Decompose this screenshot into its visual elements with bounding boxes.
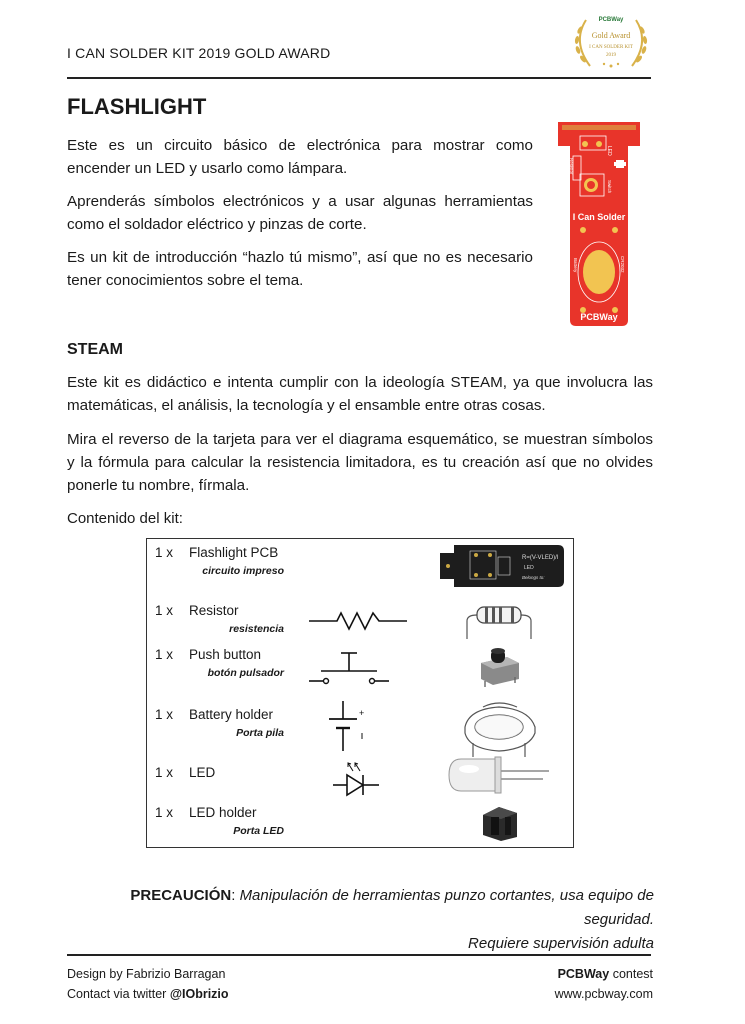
kit-contents-label: Contenido del kit:: [67, 510, 183, 527]
footer-url[interactable]: www.pcbway.com: [554, 987, 653, 1001]
kit-item-name: Resistor: [189, 603, 239, 618]
pcb-belongs: Belongs to:: [522, 575, 545, 580]
pcb-brand: PCBWay: [580, 312, 618, 322]
kit-item-name: Push button: [189, 647, 262, 662]
resistor-photo-icon: [463, 603, 535, 641]
caution-text: Manipulación de herramientas punzo cortantes, usa equipo de seguridad.: [239, 887, 654, 928]
pcb-label-resistor: Resistor: [569, 158, 574, 175]
pcb-name: I Can Solder: [572, 212, 626, 222]
pcb-label-cr2032: CR2032: [620, 256, 625, 273]
caution-block: PRECAUCIÓN: Manipulación de herramientas punzo cortantes, usa equipo de seguridad. Requiere supervisión adulta: [130, 887, 654, 952]
pcb-label-switch: Switch: [607, 180, 612, 194]
kit-item-sub: Porta pila: [236, 727, 284, 739]
medal-line1: Gold Award: [591, 31, 631, 40]
pcb-photo-icon: [440, 545, 566, 593]
kit-item-name: Battery holder: [189, 707, 274, 722]
page-title: FLASHLIGHT: [67, 94, 207, 119]
resistor-symbol-icon: [309, 609, 407, 633]
twitter-handle[interactable]: @IObrizio: [169, 987, 229, 1001]
footer-contact-prefix: Contact via twitter: [67, 987, 167, 1001]
kit-item-sub: Porta LED: [233, 825, 284, 837]
footer-brand-line: [451, 964, 653, 984]
led-holder-photo-icon: [477, 801, 525, 843]
medal-brand: PCBWay: [598, 17, 624, 23]
flashlight-pcb-image: [558, 122, 640, 326]
kit-item-name: LED holder: [189, 805, 257, 820]
kit-qty: 1 x: [155, 647, 174, 662]
kit-qty: 1 x: [155, 707, 174, 722]
led-symbol-icon: [333, 759, 383, 801]
led-photo-icon: [447, 751, 551, 795]
kit-item-sub: resistencia: [229, 623, 284, 635]
kit-qty: 1 x: [155, 545, 174, 560]
kit-item-sub: botón pulsador: [207, 667, 284, 679]
kit-item-name: Flashlight PCB: [189, 545, 279, 560]
steam-heading: STEAM: [67, 341, 123, 358]
intro-paragraph-3: Es un kit de introducción “hazlo tú mismo”, así que no es necesario tener conocimientos sobre el tema.: [67, 249, 533, 289]
kit-contents-table: [146, 538, 574, 848]
battery-symbol-icon: [329, 701, 373, 753]
pcb-led-text: LED: [524, 565, 534, 571]
footer-right: [451, 964, 653, 1004]
medal-line3: 2019: [606, 53, 616, 58]
footer-design-credit: Design by Fabrizio Barragan: [67, 967, 226, 981]
caution-supervision: Requiere supervisión adulta: [468, 935, 654, 952]
battery-holder-photo-icon: [459, 699, 541, 759]
kit-qty: 1 x: [155, 805, 174, 820]
push-button-photo-icon: [477, 647, 523, 689]
pcb-formula: R=(V-VLED)/I: [522, 555, 559, 561]
battery-plus-sign: +: [359, 708, 365, 718]
footer-brand: PCBWay: [557, 967, 610, 981]
footer-brand-suffix: contest: [612, 967, 653, 981]
footer-left: [67, 964, 229, 1004]
header-title: I CAN SOLDER KIT 2019 GOLD AWARD: [67, 45, 331, 61]
medal-line2: I CAN SOLDER KIT: [589, 45, 633, 50]
intro-paragraph-1: Este es un circuito básico de electrónica para mostrar como encender un LED y usarlo como lámpara.: [67, 137, 533, 177]
kit-qty: 1 x: [155, 765, 174, 780]
push-button-symbol-icon: [309, 651, 389, 687]
pcb-label-led: LED: [606, 146, 612, 156]
header-rule: [67, 77, 651, 79]
gold-award-medal: [566, 12, 656, 72]
pcb-label-battery: Battery: [573, 258, 578, 273]
steam-paragraph-2: Mira el reverso de la tarjeta para ver el diagrama esquemático, se muestran símbolos y la fórmula para calcular la resistencia limitadora, es tu creación así que no olvides ponerle tu nombre, fírmala.: [67, 431, 653, 494]
footer-rule: [67, 954, 651, 956]
kit-item-sub: circuito impreso: [202, 565, 284, 577]
kit-qty: 1 x: [155, 603, 174, 618]
steam-paragraph-1: Este kit es didáctico e intenta cumplir con la ideología STEAM, ya que involucra las matemáticas, el análisis, la tecnología y el ensamble entre otras cosas.: [67, 374, 653, 414]
intro-paragraph-2: Aprenderás símbolos electrónicos y a usar algunas herramientas como el soldador eléctrico y pinzas de corte.: [67, 193, 533, 233]
kit-item-name: LED: [189, 765, 216, 780]
caution-label: PRECAUCIÓN: [130, 887, 232, 904]
footer-contact: [67, 984, 229, 1004]
